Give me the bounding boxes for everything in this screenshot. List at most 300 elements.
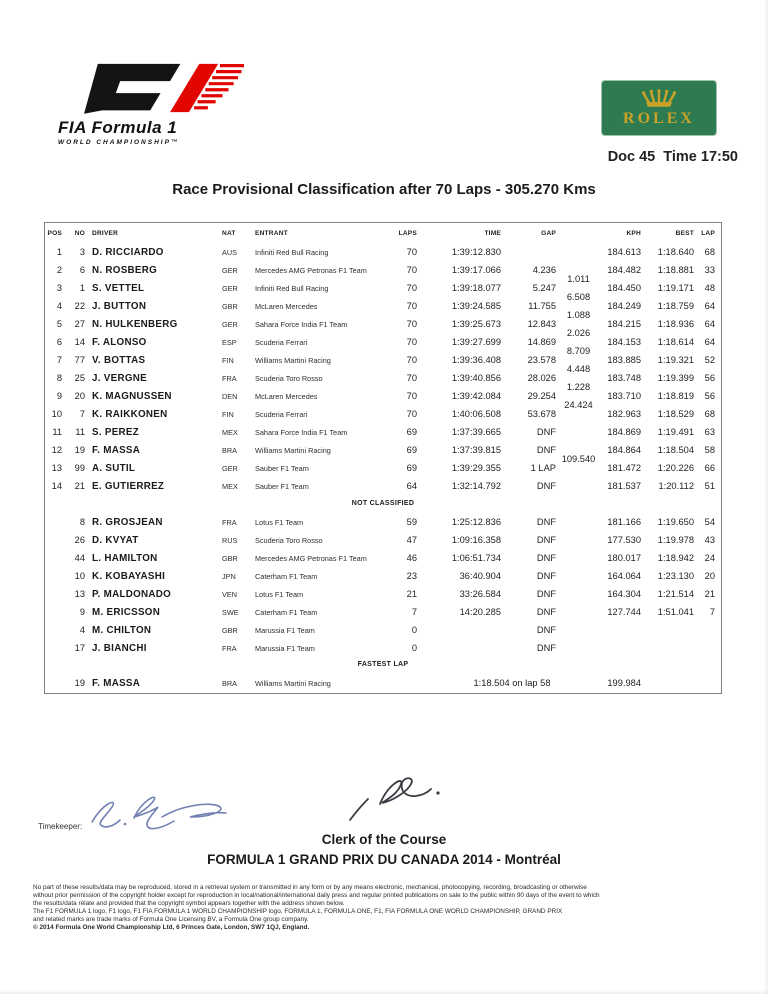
fine-print-line: The F1 FORMULA 1 logo, F1 logo, F1 FIA FORMULA 1 WORLD CHAMPIONSHIP logo, FORMULA 1, FORMULA ONE, F1, FIA FORMULA ONE WORLD CHAMPIONSHIP, GRAND PRIX (33, 907, 563, 915)
cell-kph: 177.530 (607, 535, 641, 545)
table-row (45, 621, 721, 639)
cell-pos: 13 (51, 463, 62, 473)
cell-laps: 70 (406, 247, 417, 257)
cell-time: 1:09:16.358 (451, 535, 501, 545)
cell-pos: 1 (56, 247, 62, 257)
cell-time: 1:39:40.856 (451, 373, 501, 383)
cell-no: 99 (74, 463, 85, 473)
cell-time: 1:40:06.508 (451, 409, 501, 419)
cell-laps: 70 (406, 301, 417, 311)
cell-kph: 183.710 (607, 391, 641, 401)
cell-driver: V. BOTTAS (92, 354, 146, 366)
cell-driver: R. GROSJEAN (92, 516, 163, 528)
cell-entrant: Lotus F1 Team (255, 589, 304, 599)
cell-nat: BRA (222, 678, 238, 688)
col-header-lap: LAP (701, 229, 715, 237)
cell-no: 44 (74, 553, 85, 563)
cell-no: 19 (74, 445, 85, 455)
table-row (45, 261, 721, 284)
cell-best: 1:21.514 (657, 589, 694, 599)
cell-no: 1 (79, 283, 85, 293)
table-row (45, 351, 721, 374)
cell-pos: 7 (56, 355, 62, 365)
cell-interval: 6.508 (566, 292, 591, 302)
f1-logo-text: FIA Formula 1 (58, 118, 178, 137)
cell-kph: 127.744 (607, 607, 641, 617)
cell-kph: 184.869 (607, 427, 641, 437)
table-row (45, 387, 721, 410)
table-row (45, 297, 721, 320)
cell-pos: 5 (56, 319, 62, 329)
cell-pos: 6 (56, 337, 62, 347)
classification-table (44, 222, 722, 694)
cell-lap: 58 (704, 445, 715, 455)
cell-no: 22 (74, 301, 85, 311)
rolex-logo (601, 80, 717, 136)
cell-time: 1:39:18.077 (451, 283, 501, 293)
cell-nat: GBR (222, 301, 238, 311)
cell-time: 36:40.904 (459, 571, 501, 581)
cell-entrant: Williams Martini Racing (255, 355, 331, 365)
table-row (45, 585, 721, 603)
cell-pos: 11 (52, 427, 62, 437)
cell-best: 1:18.640 (657, 247, 694, 257)
cell-entrant: Infiniti Red Bull Racing (255, 283, 329, 293)
cell-no: 8 (79, 517, 85, 527)
cell-entrant: Caterham F1 Team (255, 607, 318, 617)
cell-lap: 21 (704, 589, 715, 599)
cell-no: 14 (74, 337, 85, 347)
table-row (45, 673, 721, 693)
table-row (45, 549, 721, 567)
cell-no: 10 (74, 571, 85, 581)
cell-lap: 63 (704, 427, 715, 437)
cell-laps: 70 (406, 337, 417, 347)
cell-gap: DNF (536, 553, 556, 563)
cell-kph: 183.885 (607, 355, 641, 365)
cell-nat: GER (222, 463, 238, 473)
cell-pos: 12 (51, 445, 62, 455)
cell-lap: 68 (704, 409, 715, 419)
cell-lap: 56 (704, 373, 715, 383)
cell-no: 77 (74, 355, 85, 365)
cell-gap: DNF (536, 625, 556, 635)
col-header-pos: POS (47, 229, 62, 237)
table-row (45, 513, 721, 531)
cell-gap: 23.578 (527, 355, 556, 365)
col-header-entrant: ENTRANT (255, 229, 288, 237)
cell-gap: DNF (536, 445, 556, 455)
cell-kph: 184.249 (607, 301, 641, 311)
cell-kph: 184.153 (607, 337, 641, 347)
cell-time: 1:37:39.665 (451, 427, 501, 437)
cell-nat: GER (222, 265, 238, 275)
table-row (45, 243, 721, 261)
cell-nat: MEX (222, 427, 238, 437)
cell-lap: 48 (704, 283, 715, 293)
cell-nat: RUS (222, 535, 238, 545)
cell-best: 1:18.936 (657, 319, 694, 329)
fastest-lap-label: FASTEST LAP (357, 661, 409, 668)
cell-best: 1:19.171 (657, 283, 694, 293)
col-header-no: NO (74, 229, 85, 237)
cell-driver: N. ROSBERG (92, 264, 158, 276)
cell-no: 6 (79, 265, 85, 275)
cell-nat: FRA (222, 517, 237, 527)
cell-kph: 164.304 (607, 589, 641, 599)
table-row (45, 441, 721, 464)
cell-best: 1:18.942 (657, 553, 694, 563)
cell-best: 1:19.321 (657, 355, 694, 365)
cell-laps: 23 (406, 571, 417, 581)
cell-time: 14:20.285 (459, 607, 501, 617)
table-row (45, 567, 721, 585)
cell-entrant: Infiniti Red Bull Racing (255, 247, 329, 257)
cell-time: 1:32:14.792 (451, 481, 501, 491)
table-row (45, 639, 721, 657)
cell-kph: 184.482 (607, 265, 641, 275)
table-header-row (45, 223, 721, 243)
cell-driver: F. ALONSO (92, 336, 147, 348)
event-title: FORMULA 1 GRAND PRIX DU CANADA 2014 - Montréal (207, 852, 561, 867)
cell-time: 1:39:36.408 (451, 355, 501, 365)
cell-laps: 70 (406, 283, 417, 293)
cell-no: 21 (74, 481, 85, 491)
cell-best: 1:19.978 (657, 535, 694, 545)
cell-no: 26 (74, 535, 85, 545)
cell-best: 1:18.759 (657, 301, 694, 311)
cell-gap: 14.869 (527, 337, 556, 347)
cell-driver: P. MALDONADO (92, 588, 172, 600)
cell-driver: F. MASSA (92, 677, 141, 689)
cell-gap: DNF (536, 643, 556, 653)
cell-entrant: Scuderia Ferrari (255, 337, 308, 347)
cell-laps: 47 (406, 535, 417, 545)
cell-pos: 8 (56, 373, 62, 383)
cell-best: 1:20.112 (658, 481, 694, 491)
cell-laps: 7 (411, 607, 417, 617)
cell-nat: BRA (222, 445, 238, 455)
cell-nat: SWE (222, 607, 239, 617)
cell-lap: 64 (704, 337, 715, 347)
cell-entrant: Sauber F1 Team (255, 481, 309, 491)
col-header-laps: LAPS (398, 229, 417, 237)
cell-nat: GBR (222, 625, 238, 635)
cell-laps: 69 (406, 463, 417, 473)
cell-gap: DNF (536, 481, 556, 491)
cell-nat: MEX (222, 481, 238, 491)
fastest-lap-section (45, 673, 721, 693)
cell-pos: 2 (56, 265, 62, 275)
cell-no: 13 (74, 589, 85, 599)
col-header-time: TIME (484, 229, 501, 237)
cell-time: 1:39:42.084 (451, 391, 501, 401)
col-header-gap: GAP (541, 229, 556, 237)
cell-laps: 64 (406, 481, 417, 491)
cell-nat: AUS (222, 247, 238, 257)
cell-driver: F. MASSA (92, 444, 141, 456)
fine-print-line: the results/data relate and provided that the copyright symbol appears together with the address shown below. (33, 899, 345, 907)
cell-lap: 56 (704, 391, 715, 401)
cell-entrant: Sahara Force India F1 Team (255, 319, 348, 329)
cell-driver: K. MAGNUSSEN (92, 390, 172, 402)
cell-interval: 1.088 (566, 310, 591, 320)
page-title: Race Provisional Classification after 70 Laps - 305.270 Kms (172, 181, 596, 198)
cell-driver: S. PEREZ (92, 426, 140, 438)
cell-time: 1:06:51.734 (451, 553, 501, 563)
cell-gap: 12.843 (527, 319, 556, 329)
cell-best: 1:18.819 (657, 391, 694, 401)
table-row (45, 423, 721, 441)
rolex-crown-icon (632, 89, 686, 109)
cell-interval: 8.709 (566, 346, 591, 356)
cell-gap: 53.678 (527, 409, 556, 419)
cell-laps: 70 (406, 355, 417, 365)
table-row (45, 477, 721, 495)
cell-kph: 184.613 (607, 247, 641, 257)
cell-no: 17 (74, 643, 85, 653)
cell-gap: DNF (536, 535, 556, 545)
cell-lap: 51 (704, 481, 715, 491)
cell-gap: DNF (536, 517, 556, 527)
table-row (45, 459, 721, 477)
cell-kph: 180.017 (607, 553, 641, 563)
cell-pos: 14 (51, 481, 62, 491)
cell-driver: D. RICCIARDO (92, 246, 164, 258)
cell-pos: 9 (56, 391, 62, 401)
cell-nat: FRA (222, 373, 237, 383)
cell-driver: M. ERICSSON (92, 606, 161, 618)
cell-no: 19 (74, 678, 85, 688)
col-header-best: BEST (675, 229, 694, 237)
cell-time: 1:25:12.836 (451, 517, 501, 527)
cell-entrant: Sahara Force India F1 Team (255, 427, 348, 437)
cell-kph: 183.748 (607, 373, 641, 383)
cell-best: 1:20.226 (657, 463, 694, 473)
cell-lap: 33 (704, 265, 715, 275)
cell-pos: 10 (51, 409, 62, 419)
cell-lap: 54 (704, 517, 715, 527)
f1-logo-icon (72, 60, 244, 116)
cell-nat: ESP (222, 337, 237, 347)
cell-time: 33:26.584 (459, 589, 501, 599)
fine-print-line: and related marks are trade marks of Formula One Licensing BV, a Formula One group company. (33, 915, 309, 923)
table-row (45, 369, 721, 392)
cell-entrant: Lotus F1 Team (255, 517, 304, 527)
cell-best: 1:23.130 (657, 571, 694, 581)
cell-laps: 70 (406, 373, 417, 383)
cell-kph: 184.864 (607, 445, 641, 455)
cell-interval: 2.026 (566, 328, 591, 338)
cell-nat: GER (222, 319, 238, 329)
timekeeper-label: Timekeeper: (38, 822, 83, 831)
cell-driver: S. VETTEL (92, 282, 145, 294)
table-row (45, 315, 721, 338)
cell-kph: 181.166 (607, 517, 641, 527)
cell-nat: FIN (222, 409, 234, 419)
col-header-nat: NAT (222, 229, 236, 237)
cell-nat: GBR (222, 553, 238, 563)
cell-nat: JPN (222, 571, 236, 581)
cell-interval: 1.011 (567, 274, 590, 284)
cell-entrant: Mercedes AMG Petronas F1 Team (255, 553, 367, 563)
cell-no: 20 (74, 391, 85, 401)
table-row (45, 405, 721, 423)
cell-gap: 11.755 (528, 301, 556, 311)
cell-no: 3 (79, 247, 85, 257)
cell-gap: DNF (536, 571, 556, 581)
cell-gap: DNF (536, 607, 556, 617)
cell-laps: 70 (406, 391, 417, 401)
cell-gap: DNF (536, 427, 556, 437)
cell-lap: 7 (709, 607, 715, 617)
table-row (45, 333, 721, 356)
cell-time: 1:39:25.673 (451, 319, 501, 329)
cell-lap: 20 (704, 571, 715, 581)
cell-laps: 0 (411, 625, 417, 635)
cell-time: 1:39:29.355 (451, 463, 501, 473)
doc-number-time: Doc 45 Time 17:50 (607, 149, 738, 165)
cell-entrant: McLaren Mercedes (255, 301, 318, 311)
cell-time: 1:39:24.585 (451, 301, 501, 311)
cell-interval: 24.424 (564, 400, 593, 410)
cell-time: 1:39:17.066 (451, 265, 501, 275)
cell-kph: 184.215 (607, 319, 641, 329)
cell-time: 1:39:27.699 (451, 337, 501, 347)
cell-laps: 70 (406, 409, 417, 419)
classified-section (45, 243, 721, 495)
cell-nat: FRA (222, 643, 237, 653)
cell-lap: 68 (704, 247, 715, 257)
cell-kph: 181.472 (607, 463, 641, 473)
cell-lap: 43 (704, 535, 715, 545)
cell-gap: 4.236 (532, 265, 556, 275)
cell-gap: 29.254 (527, 391, 556, 401)
fine-print-line: without prior permission of the copyright holder except for reproduction in local/national/international daily press and regular printed publications on sale to the public within 90 days of the event to which (33, 891, 600, 899)
cell-no: 9 (79, 607, 85, 617)
cell-kph: 184.450 (607, 283, 641, 293)
cell-gap: 1 LAP (530, 463, 556, 473)
cell-nat: GER (222, 283, 238, 293)
cell-time: 1:37:39.815 (451, 445, 501, 455)
cell-driver: M. CHILTON (92, 624, 152, 636)
cell-entrant: Marussia F1 Team (255, 625, 315, 635)
cell-best: 1:19.491 (657, 427, 694, 437)
cell-kph: 164.064 (607, 571, 641, 581)
cell-no: 7 (79, 409, 85, 419)
cell-best: 1:19.650 (657, 517, 694, 527)
cell-kph: 199.984 (607, 678, 641, 688)
cell-nat: VEN (222, 589, 238, 599)
clerk-of-course-label: Clerk of the Course (321, 832, 447, 847)
cell-best: 1:18.881 (657, 265, 694, 275)
cell-pos: 4 (56, 301, 62, 311)
cell-driver: E. GUTIERREZ (92, 480, 165, 492)
cell-laps: 0 (411, 643, 417, 653)
col-header-driver: DRIVER (92, 229, 119, 237)
cell-gap: 28.026 (527, 373, 556, 383)
f1-logo (58, 60, 268, 146)
cell-laps: 21 (406, 589, 417, 599)
cell-best: 1:51.041 (657, 607, 694, 617)
clerk-signature (338, 774, 473, 830)
cell-laps: 59 (406, 517, 417, 527)
cell-interval: 4.448 (566, 364, 591, 374)
cell-lap: 64 (704, 301, 715, 311)
cell-entrant: Scuderia Ferrari (255, 409, 308, 419)
rolex-wordmark: ROLEX (623, 109, 695, 127)
cell-driver: K. RAIKKONEN (92, 408, 168, 420)
table-row (45, 531, 721, 549)
cell-time: 1:18.504 on lap 58 (473, 678, 551, 688)
cell-nat: FIN (222, 355, 234, 365)
cell-entrant: Williams Martini Racing (255, 678, 331, 688)
cell-driver: J. BUTTON (92, 300, 147, 312)
cell-kph: 182.963 (607, 409, 641, 419)
cell-driver: K. KOBAYASHI (92, 570, 166, 582)
cell-no: 27 (74, 319, 85, 329)
cell-kph: 181.537 (607, 481, 641, 491)
cell-best: 1:18.529 (657, 409, 694, 419)
cell-driver: L. HAMILTON (92, 552, 158, 564)
cell-gap: DNF (536, 589, 556, 599)
cell-time: 1:39:12.830 (451, 247, 501, 257)
table-row (45, 279, 721, 302)
cell-best: 1:18.614 (657, 337, 694, 347)
cell-driver: J. VERGNE (92, 372, 147, 384)
cell-entrant: Scuderia Toro Rosso (255, 535, 323, 545)
table-row (45, 603, 721, 621)
cell-gap: 5.247 (532, 283, 556, 293)
cell-no: 4 (79, 625, 85, 635)
cell-best: 1:18.504 (657, 445, 694, 455)
cell-driver: D. KVYAT (92, 534, 139, 546)
cell-laps: 70 (406, 319, 417, 329)
cell-driver: J. BIANCHI (92, 642, 147, 654)
cell-entrant: Marussia F1 Team (255, 643, 315, 653)
cell-lap: 66 (704, 463, 715, 473)
not-classified-section (45, 513, 721, 657)
cell-driver: N. HULKENBERG (92, 318, 178, 330)
fine-print-line: No part of these results/data may be reproduced, stored in a retrieval system or transmitted in any form or by any means electronic, mechanical, photocopying, recording, broadcasting or otherwise (33, 884, 587, 891)
cell-lap: 24 (704, 553, 715, 563)
cell-interval: 109.540 (561, 454, 596, 464)
cell-entrant: Mercedes AMG Petronas F1 Team (255, 265, 367, 275)
cell-laps: 69 (406, 445, 417, 455)
cell-nat: DEN (222, 391, 238, 401)
cell-entrant: Sauber F1 Team (255, 463, 309, 473)
cell-best: 1:19.399 (657, 373, 694, 383)
not-classified-label: NOT CLASSIFIED (351, 500, 415, 507)
cell-entrant: McLaren Mercedes (255, 391, 318, 401)
cell-pos: 3 (56, 283, 62, 293)
cell-entrant: Caterham F1 Team (255, 571, 318, 581)
cell-laps: 46 (406, 553, 417, 563)
fine-print-copyright-line: © 2014 Formula One World Championship Ltd, 6 Princes Gate, London, SW7 1QJ, England. (33, 923, 310, 931)
cell-lap: 52 (704, 355, 715, 365)
f1-logo-subtext: WORLD CHAMPIONSHIP™ (58, 139, 180, 146)
copyright-notice (33, 884, 739, 931)
cell-entrant: Williams Martini Racing (255, 445, 331, 455)
cell-driver: A. SUTIL (92, 462, 136, 474)
cell-laps: 69 (406, 427, 417, 437)
cell-entrant: Scuderia Toro Rosso (255, 373, 323, 383)
cell-lap: 64 (704, 319, 715, 329)
cell-no: 11 (75, 427, 85, 437)
col-header-kph: KPH (626, 229, 641, 237)
cell-no: 25 (74, 373, 85, 383)
cell-laps: 70 (406, 265, 417, 275)
